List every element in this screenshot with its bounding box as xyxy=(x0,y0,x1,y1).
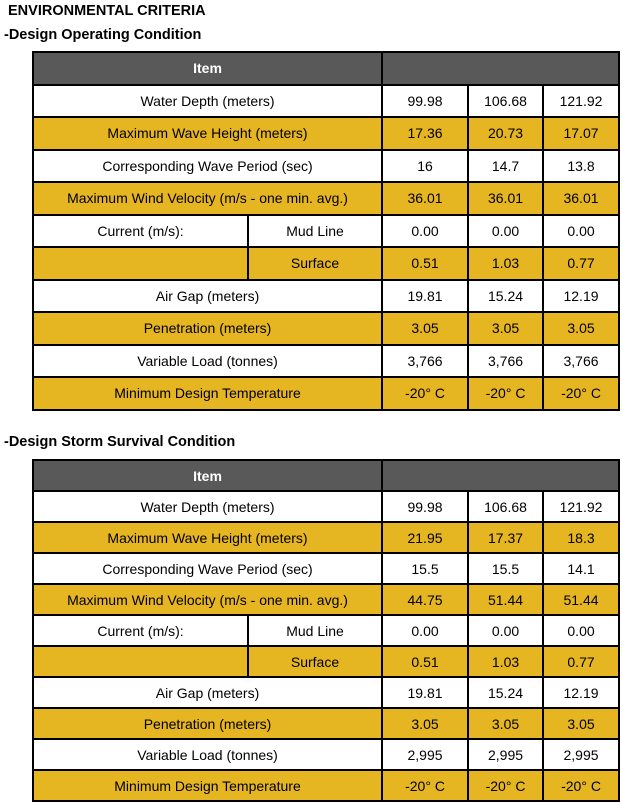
row-label: Minimum Design Temperature xyxy=(33,770,382,801)
value-cell: 44.75 xyxy=(382,584,468,615)
row-label: Air Gap (meters) xyxy=(33,677,382,708)
value-cell: 21.95 xyxy=(382,522,468,553)
document-title: ENVIRONMENTAL CRITERIA xyxy=(8,3,206,19)
value-cell: 12.19 xyxy=(543,280,619,313)
table-header-row xyxy=(33,52,619,85)
row-label: Variable Load (tonnes) xyxy=(33,739,382,770)
value-cell: 17.07 xyxy=(543,117,619,150)
row-label-empty xyxy=(33,646,248,677)
value-cell: 14.1 xyxy=(543,553,619,584)
table-row xyxy=(33,247,619,280)
value-cell: 99.98 xyxy=(382,491,468,522)
header-values-cell xyxy=(382,460,619,491)
section-heading-operating: -Design Operating Condition xyxy=(4,27,202,43)
header-item-cell: Item xyxy=(33,52,382,85)
row-label: Maximum Wave Height (meters) xyxy=(33,117,382,150)
row-sublabel: Mud Line xyxy=(248,215,382,248)
table-header-row xyxy=(33,460,619,491)
table-row xyxy=(33,677,619,708)
value-cell: 0.00 xyxy=(543,615,619,646)
value-cell: 3.05 xyxy=(382,708,468,739)
value-cell: 1.03 xyxy=(468,247,543,280)
value-cell: 0.00 xyxy=(468,615,543,646)
value-cell: 3,766 xyxy=(382,345,468,378)
value-cell: -20° C xyxy=(382,770,468,801)
value-cell: 2,995 xyxy=(543,739,619,770)
value-cell: 1.03 xyxy=(468,646,543,677)
value-cell: 15.5 xyxy=(468,553,543,584)
operating-criteria-table xyxy=(32,51,620,411)
value-cell: 3,766 xyxy=(543,345,619,378)
value-cell: 0.77 xyxy=(543,646,619,677)
value-cell: 106.68 xyxy=(468,491,543,522)
value-cell: 51.44 xyxy=(468,584,543,615)
table-row xyxy=(33,182,619,215)
row-label-empty xyxy=(33,247,248,280)
value-cell: 3.05 xyxy=(543,312,619,345)
value-cell: 18.3 xyxy=(543,522,619,553)
value-cell: 3.05 xyxy=(382,312,468,345)
value-cell: 36.01 xyxy=(382,182,468,215)
value-cell: -20° C xyxy=(468,377,543,410)
row-label: Current (m/s): xyxy=(33,615,248,646)
row-label: Penetration (meters) xyxy=(33,312,382,345)
table-row xyxy=(33,215,619,248)
row-sublabel: Surface xyxy=(248,247,382,280)
table-row xyxy=(33,646,619,677)
value-cell: 36.01 xyxy=(468,182,543,215)
table-row xyxy=(33,739,619,770)
value-cell: 121.92 xyxy=(543,85,619,118)
value-cell: 0.00 xyxy=(543,215,619,248)
value-cell: 0.00 xyxy=(382,215,468,248)
value-cell: 19.81 xyxy=(382,677,468,708)
value-cell: 51.44 xyxy=(543,584,619,615)
row-label: Penetration (meters) xyxy=(33,708,382,739)
value-cell: -20° C xyxy=(382,377,468,410)
table-row xyxy=(33,522,619,553)
value-cell: 3.05 xyxy=(468,312,543,345)
value-cell: 0.00 xyxy=(382,615,468,646)
table-row xyxy=(33,280,619,313)
row-sublabel: Surface xyxy=(248,646,382,677)
value-cell: -20° C xyxy=(468,770,543,801)
row-label: Corresponding Wave Period (sec) xyxy=(33,150,382,183)
row-label: Air Gap (meters) xyxy=(33,280,382,313)
value-cell: 17.36 xyxy=(382,117,468,150)
header-values-cell xyxy=(382,52,619,85)
table-row xyxy=(33,312,619,345)
table-row xyxy=(33,708,619,739)
value-cell: 3.05 xyxy=(543,708,619,739)
row-label: Minimum Design Temperature xyxy=(33,377,382,410)
table-row xyxy=(33,150,619,183)
value-cell: 2,995 xyxy=(382,739,468,770)
row-sublabel: Mud Line xyxy=(248,615,382,646)
section-heading-storm: -Design Storm Survival Condition xyxy=(4,434,236,450)
value-cell: 36.01 xyxy=(543,182,619,215)
table-row xyxy=(33,770,619,801)
value-cell: 13.8 xyxy=(543,150,619,183)
value-cell: 3,766 xyxy=(468,345,543,378)
row-label: Current (m/s): xyxy=(33,215,248,248)
row-label: Maximum Wind Velocity (m/s - one min. avg.) xyxy=(33,584,382,615)
table-row xyxy=(33,117,619,150)
table-row xyxy=(33,85,619,118)
row-label: Variable Load (tonnes) xyxy=(33,345,382,378)
table-row xyxy=(33,584,619,615)
value-cell: -20° C xyxy=(543,377,619,410)
value-cell: 121.92 xyxy=(543,491,619,522)
value-cell: 16 xyxy=(382,150,468,183)
value-cell: 15.24 xyxy=(468,280,543,313)
value-cell: 106.68 xyxy=(468,85,543,118)
table-row xyxy=(33,491,619,522)
value-cell: 15.5 xyxy=(382,553,468,584)
value-cell: 3.05 xyxy=(468,708,543,739)
table-row xyxy=(33,615,619,646)
value-cell: 12.19 xyxy=(543,677,619,708)
storm-criteria-table xyxy=(32,459,620,802)
value-cell: 0.00 xyxy=(468,215,543,248)
value-cell: 99.98 xyxy=(382,85,468,118)
row-label: Water Depth (meters) xyxy=(33,85,382,118)
table-row xyxy=(33,377,619,410)
row-label: Corresponding Wave Period (sec) xyxy=(33,553,382,584)
value-cell: 20.73 xyxy=(468,117,543,150)
value-cell: 19.81 xyxy=(382,280,468,313)
value-cell: -20° C xyxy=(543,770,619,801)
header-item-cell: Item xyxy=(33,460,382,491)
value-cell: 14.7 xyxy=(468,150,543,183)
row-label: Water Depth (meters) xyxy=(33,491,382,522)
row-label: Maximum Wind Velocity (m/s - one min. avg.) xyxy=(33,182,382,215)
row-label: Maximum Wave Height (meters) xyxy=(33,522,382,553)
value-cell: 0.51 xyxy=(382,247,468,280)
value-cell: 17.37 xyxy=(468,522,543,553)
value-cell: 0.77 xyxy=(543,247,619,280)
table-row xyxy=(33,345,619,378)
value-cell: 2,995 xyxy=(468,739,543,770)
value-cell: 0.51 xyxy=(382,646,468,677)
value-cell: 15.24 xyxy=(468,677,543,708)
table-row xyxy=(33,553,619,584)
